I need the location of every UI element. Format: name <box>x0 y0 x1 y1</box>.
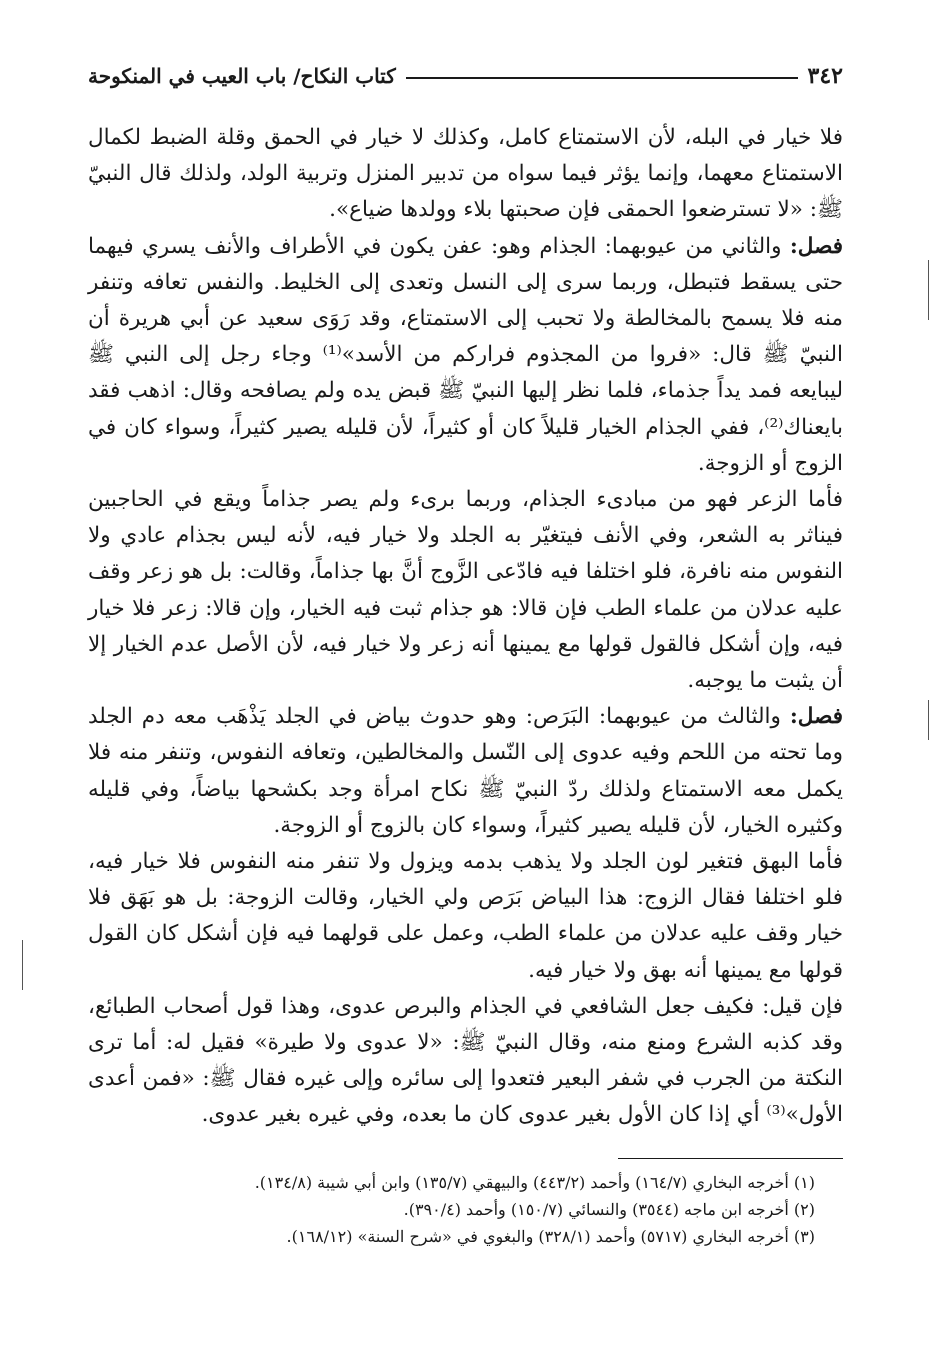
paragraph-6 <box>88 989 843 1134</box>
margin-mark <box>928 700 929 740</box>
margin-mark <box>928 260 929 320</box>
footnote-rule <box>618 1158 843 1159</box>
footnote-3: (٣) أخرجه البخاري (٥٧١٧) وأحمد (٣٢٨/١) والبغوي في «شرح السنة» (١٦٨/١٢). <box>286 1226 815 1246</box>
paragraph-text: والثاني من عيوبهما: الجذام وهو: عفن يكون في الأطراف والأنف يسري فيهما حتى يسقط فتبطل، وربما سرى إلى النسل وتعدى إلى الخليط. والنفس تعافه وتنفر منه فلا يسمح بالمخالطة ولا تحبب إلى الاستمتاع، وقد رَوَى سعيد عن أبي هريرة أن النبيّ ﷺ قال: «فروا من المجذوم فراركم من الأسد»⁽¹⁾ وجاء رجل إلى النبي ﷺ ليبايعه فمد يداً جذماء، فلما نظر إليها النبيّ ﷺ قبض يده ولم يصافحه وقال: اذهب فقد بايعناك⁽²⁾، ففي الجذام الخيار قليلاً كان أو كثيراً، لأن قليله يصير كثيراً، وسواء كان في الزوج أو الزوجة. <box>88 233 844 476</box>
section-lead: فصل: <box>789 704 843 730</box>
paragraph-1 <box>88 120 843 229</box>
book-page <box>88 58 843 1250</box>
paragraph-text: فلا خيار في البله، لأن الاستمتاع كامل، وكذلك لا خيار في الحمق وقلة الضبط لكمال الاستمتاع معهما، وإنما يؤثر فيما سواه من تدبير المنزل وتربية الولد، ولذلك قال النبيّ ﷺ: «لا تسترضعوا الحمقى فإن صحبتها بلاء وولدها ضياع». <box>88 125 844 223</box>
paragraph-4 <box>88 699 843 844</box>
paragraph-text: فإن قيل: فكيف جعل الشافعي في الجذام والبرص عدوى، وهذا قول أصحاب الطبائع، وقد كذبه الشرع ومنع منه، وقال النبيّ ﷺ: «لا عدوى ولا طيرة» فقيل له: أما ترى النكتة من الجرب في شفر البعير فتعدوا إلى سائره وإلى غيره فقال ﷺ: «فمن أعدى الأول»⁽³⁾ أي إذا كان الأول بغير عدوى كان ما بعده، وفي غيره بغير عدوى. <box>88 993 843 1128</box>
footnotes <box>88 1158 843 1250</box>
footnote-2: (٢) أخرجه ابن ماجه (٣٥٤٤) والنسائي (١٥٠/٧) وأحمد (٣٩٠/٤). <box>403 1199 815 1219</box>
paragraph-2 <box>88 229 843 482</box>
paragraph-text: فأما الزعر فهو من مبادىء الجذام، وربما برىء ولم يصر جذاماً ويقع في الحاجبين فيناثر به الشعر، وفي الأنف فيتغيّر به الجلد ولا خيار فيه، لأنه ليس بجذام عادي ولا النفوس منه نافرة، فلو اختلفا فيه فادّعى الزَّوج أنَّ بها جذاماً، وقالت: بل هو زعر وقف عليه عدلان من علماء الطب فإن قالا: هو جذام ثبت فيه الخيار، وإن قالا: زعر فلا خيار فيه، وإن أشكل فالقول قولها مع يمينها أنه زعر ولا خيار فيه، لأن الأصل عدم الخيار إلا أن يثبت ما يوجبه. <box>88 487 843 694</box>
paragraph-5 <box>88 844 843 989</box>
paragraph-3 <box>88 482 843 699</box>
footnote-1: (١) أخرجه البخاري (١٦٤/٧) وأحمد (٤٤٣/٢) والبيهقي (١٣٥/٧) وابن أبي شيبة (١٣٤/٨). <box>254 1172 815 1192</box>
page-number: ٣٤٢ <box>807 63 843 89</box>
header-rule <box>406 77 798 79</box>
running-header <box>88 58 843 94</box>
section-lead: فصل: <box>789 233 843 259</box>
paragraph-text: فأما البهق فتغير لون الجلد ولا يذهب بدمه ويزول ولا تنفر منه النفوس فلا خيار فيه، فلو اختلفا فقال الزوج: هذا البياض بَرَص ولي الخيار، وقالت الزوجة: بل هو بَهَق فلا خيار وقف عليه عدلان من علماء الطب، وعمل على قولهما فيه فإن أشكل كان القول قولها مع يمينها أنه بهق ولا خيار فيه. <box>88 849 843 983</box>
paragraph-text: والثالث من عيوبهما: البَرَص: وهو حدوث بياض في الجلد يَذْهَب معه دم الجلد وما تحته من اللحم وفيه عدوى إلى النّسل والمخالطين، وتعافه النفوس، وتنفر منه فلا يكمل معه الاستمتاع ولذلك ردّ النبيّ ﷺ نكاح امرأة وجد بكشحها بياضاً، وفي قليله وكثيره الخيار، لأن قليله يصير كثيراً، وسواء كان بالزوج أو الزوجة. <box>88 704 843 838</box>
chapter-title: كتاب النكاح/ باب العيب في المنكوحة <box>88 64 396 88</box>
margin-mark <box>22 940 23 990</box>
body-text <box>88 120 843 1134</box>
